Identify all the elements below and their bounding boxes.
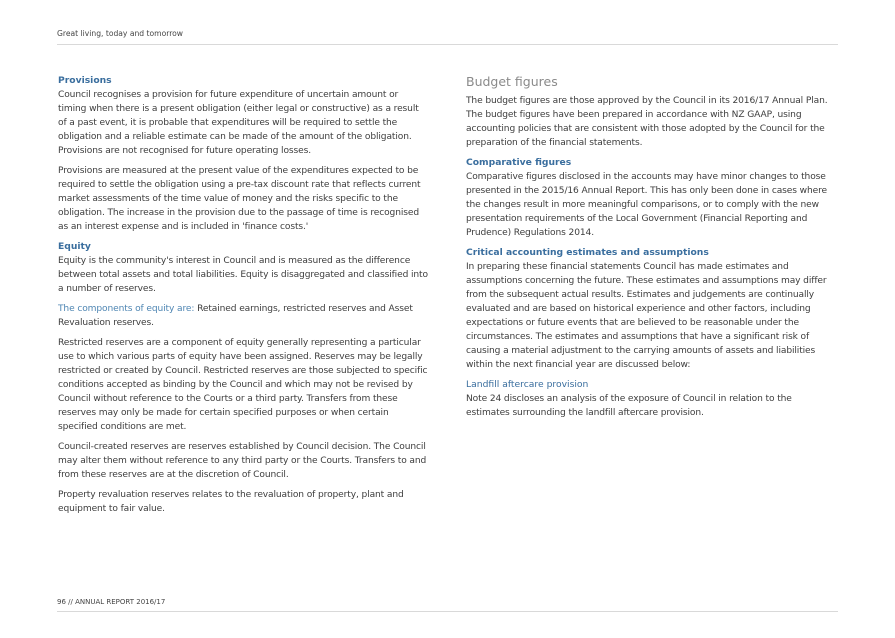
footer-divider <box>57 611 838 612</box>
council-created-reserves-paragraph: Council-created reserves are reserves established by Council decision. The Council may alter them without reference to any third party or the Courts. Transfers to and from these reserves are at the discretion of Council. <box>58 442 427 480</box>
comparative-paragraph: Comparative figures disclosed in the accounts may have minor changes to those presented in the 2015/16 Annual Report. This has only been done in cases where the changes result in more meaningful comparisons, or to comply with the new presentation requirements of the Local Government (Financial Reporting and Prudence) Regulations 2014. <box>466 172 827 238</box>
provisions-paragraph-1: Council recognises a provision for future expenditure of uncertain amount or timing when there is a present obligation (either legal or constructive) as a result of a past event, it is probable that expenditures will be required to settle the obligation and a reliable estimate can be made of the amount of the obligation. Provisions are not recognised for future operating losses. <box>58 90 419 156</box>
left-column <box>58 74 428 522</box>
critical-estimates-heading: Critical accounting estimates and assumptions <box>466 247 709 258</box>
page-footer: 96 // ANNUAL REPORT 2016/17 <box>57 598 166 606</box>
landfill-heading: Landfill aftercare provision <box>466 379 589 390</box>
components-paragraph <box>58 302 428 330</box>
comparative-heading: Comparative figures <box>466 157 572 168</box>
equity-paragraph: Equity is the community's interest in Council and is measured as the difference between total assets and total liabilities. Equity is disaggregated and classified into a number of reserves. <box>58 256 428 294</box>
running-header: Great living, today and tomorrow <box>57 29 184 38</box>
header-divider <box>57 44 838 45</box>
property-revaluation-paragraph: Property revaluation reserves relates to the revaluation of property, plant and equipment to fair value. <box>58 490 404 514</box>
components-lead: The components of equity are: <box>58 304 195 314</box>
budget-figures-title: Budget figures <box>466 74 558 89</box>
components-text: Retained earnings, restricted reserves and Asset Revaluation reserves. <box>58 304 413 328</box>
budget-paragraph: The budget figures are those approved by the Council in its 2016/17 Annual Plan. The budget figures have been prepared in accordance with NZ GAAP, using accounting policies that are consistent with those adopted by the Council for the preparation of the financial statements. <box>466 96 828 148</box>
equity-heading: Equity <box>58 241 91 252</box>
landfill-paragraph: Note 24 discloses an analysis of the exposure of Council in relation to the estimates surrounding the landfill aftercare provision. <box>466 394 792 418</box>
restricted-reserves-paragraph: Restricted reserves are a component of equity generally representing a particular use to which various parts of equity have been assigned. Reserves may be legally restricted or created by Council. Restricted reserves are those subjected to specific conditions accepted as binding by the Council and which may not be revised by Council without reference to the Courts or a third party. Transfers from these reserves may only be made for certain specified purposes or when certain specified conditions are met. <box>58 338 428 432</box>
critical-estimates-paragraph: In preparing these financial statements Council has made estimates and assumptions concerning the future. These estimates and assumptions may differ from the subsequent actual results. Estimates and judgements are continually evaluated and are based on historical experience and other factors, including expectations or future events that are believed to be reasonable under the circumstances. The estimates and assumptions that have a significant risk of causing a material adjustment to the carrying amounts of assets and liabilities within the next financial year are discussed below: <box>466 262 827 370</box>
provisions-heading: Provisions <box>58 75 112 86</box>
right-column <box>466 74 838 426</box>
provisions-paragraph-2: Provisions are measured at the present value of the expenditures expected to be required to settle the obligation using a pre-tax discount rate that reflects current market assessments of the time value of money and the risks specific to the obligation. The increase in the provision due to the passage of time is recognised as an interest expense and is included in 'finance costs.' <box>58 166 421 232</box>
